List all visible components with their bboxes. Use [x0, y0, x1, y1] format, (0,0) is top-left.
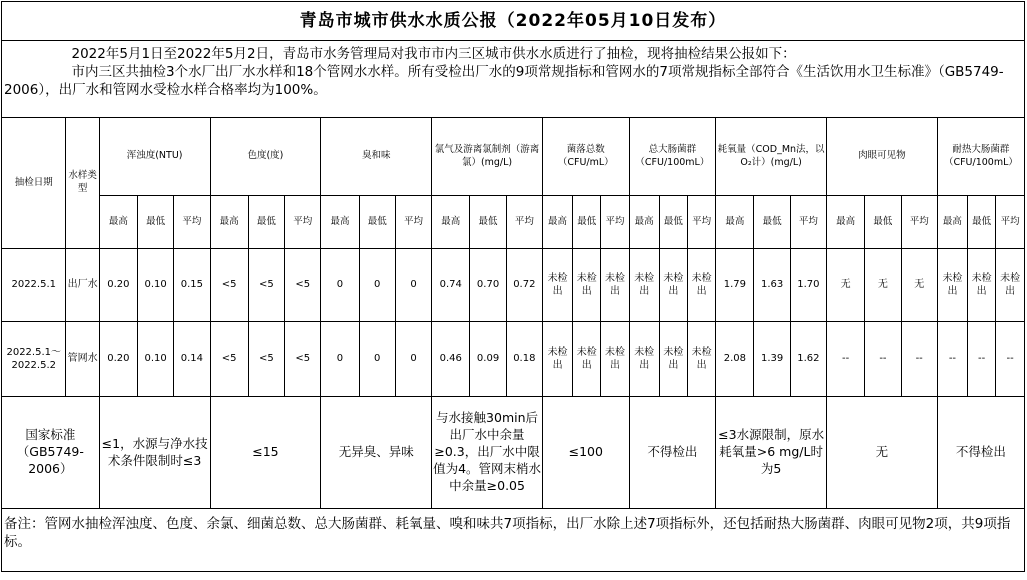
cell-coliform-avg: 未检出	[688, 322, 716, 397]
cell-visible-min: 无	[865, 249, 901, 322]
cell-bacteria-max: 未检出	[542, 322, 572, 397]
cell-odor-min: 0	[359, 249, 395, 322]
cell-turbidity-max: 0.20	[99, 322, 137, 397]
cell-cod-min: 1.39	[754, 322, 790, 397]
cell-bacteria-avg: 未检出	[601, 322, 629, 397]
cell-coliform-min: 未检出	[659, 322, 687, 397]
cell-thermo-min: --	[968, 322, 996, 397]
subheader-avg: 平均	[174, 196, 210, 249]
page-title: 青岛市城市供水水质公报（2022年05月10日发布）	[2, 2, 1025, 41]
intro-paragraph	[2, 41, 1025, 118]
cell-coliform-max: 未检出	[629, 249, 659, 322]
subheader-max: 最高	[210, 196, 248, 249]
cell-color-min: <5	[248, 249, 284, 322]
cell-bacteria-avg: 未检出	[601, 249, 629, 322]
subheader-min: 最低	[248, 196, 284, 249]
standard-chlorine: 与水接触30min后出厂水中余量≥0.3，出厂水中限值为4。管网末梢水中余量≥0.05	[432, 397, 543, 509]
cell-odor-min: 0	[359, 322, 395, 397]
subheader-min: 最低	[968, 196, 996, 249]
cell-bacteria-min: 未检出	[573, 322, 601, 397]
standard-cod: ≤3水源限制，原水耗氧量>6 mg/L时为5	[716, 397, 827, 509]
header-type: 水样类型	[66, 118, 99, 249]
cell-visible-avg: --	[901, 322, 937, 397]
subheader-row	[2, 196, 1025, 249]
cell-cod-max: 2.08	[716, 322, 754, 397]
cell-color-max: <5	[210, 249, 248, 322]
cell-thermo-avg: 未检出	[996, 249, 1025, 322]
row-date: 2022.5.1	[2, 249, 66, 322]
cell-bacteria-max: 未检出	[542, 249, 572, 322]
subheader-max: 最高	[432, 196, 470, 249]
cell-chlorine-min: 0.09	[470, 322, 506, 397]
subheader-min: 最低	[137, 196, 173, 249]
cell-visible-max: --	[827, 322, 865, 397]
standard-odor: 无异臭、异味	[321, 397, 432, 509]
header-visible: 肉眼可见物	[827, 118, 938, 196]
table-row	[2, 249, 1025, 322]
subheader-avg: 平均	[790, 196, 826, 249]
cell-coliform-min: 未检出	[659, 249, 687, 322]
cell-color-max: <5	[210, 322, 248, 397]
subheader-min: 最低	[470, 196, 506, 249]
cell-thermo-avg: --	[996, 322, 1025, 397]
cell-visible-avg: 无	[901, 249, 937, 322]
subheader-max: 最高	[937, 196, 967, 249]
table-row	[2, 322, 1025, 397]
subheader-min: 最低	[659, 196, 687, 249]
subheader-min: 最低	[754, 196, 790, 249]
subheader-avg: 平均	[395, 196, 431, 249]
header-turbidity: 浑浊度(NTU)	[99, 118, 210, 196]
standard-thermo: 不得检出	[937, 397, 1024, 509]
cell-thermo-max: 未检出	[937, 249, 967, 322]
cell-color-avg: <5	[285, 322, 321, 397]
footnote: 备注：管网水抽检浑浊度、色度、余氯、细菌总数、总大肠菌群、耗氧量、嗅和味共7项指标，出厂水除上述7项指标外，还包括耐热大肠菌群、肉眼可见物2项，共9项指标。	[2, 509, 1025, 572]
cell-coliform-max: 未检出	[629, 322, 659, 397]
cell-visible-max: 无	[827, 249, 865, 322]
cell-turbidity-min: 0.10	[137, 322, 173, 397]
standard-coliform: 不得检出	[629, 397, 716, 509]
subheader-avg: 平均	[688, 196, 716, 249]
header-thermo: 耐热大肠菌群（CFU/100mL）	[937, 118, 1024, 196]
header-chlorine: 氯气及游离氯制剂（游离氯）(mg/L)	[432, 118, 543, 196]
standard-color: ≤15	[210, 397, 321, 509]
subheader-max: 最高	[542, 196, 572, 249]
subheader-min: 最低	[573, 196, 601, 249]
cell-chlorine-max: 0.74	[432, 249, 470, 322]
intro-line-1: 2022年5月1日至2022年5月2日，青岛市水务管理局对我市市内三区城市供水水质进行了抽检，现将抽检结果公报如下：	[4, 46, 796, 62]
intro-line-2: 市内三区共抽检3个水厂出厂水水样和18个管网水水样。所有受检出厂水的9项常规指标和管网水的7项常规指标全部符合《生活饮用水卫生标准》（GB5749-2006），出厂水和管网水受检水样合格率均为100%。	[4, 64, 1004, 99]
cell-visible-min: --	[865, 322, 901, 397]
row-type: 管网水	[66, 322, 99, 397]
cell-odor-avg: 0	[395, 249, 431, 322]
subheader-avg: 平均	[996, 196, 1025, 249]
standard-row	[2, 397, 1025, 509]
row-date: 2022.5.1～2022.5.2	[2, 322, 66, 397]
standard-bacteria: ≤100	[542, 397, 629, 509]
subheader-min: 最低	[865, 196, 901, 249]
subheader-max: 最高	[827, 196, 865, 249]
standard-turbidity: ≤1，水源与净水技术条件限制时≤3	[99, 397, 210, 509]
cell-cod-min: 1.63	[754, 249, 790, 322]
subheader-max: 最高	[629, 196, 659, 249]
subheader-min: 最低	[359, 196, 395, 249]
cell-odor-max: 0	[321, 249, 359, 322]
cell-turbidity-min: 0.10	[137, 249, 173, 322]
subheader-avg: 平均	[506, 196, 542, 249]
header-cod: 耗氧量（COD_Mn法，以O₂计）(mg/L)	[716, 118, 827, 196]
cell-chlorine-max: 0.46	[432, 322, 470, 397]
cell-coliform-avg: 未检出	[688, 249, 716, 322]
subheader-max: 最高	[321, 196, 359, 249]
cell-chlorine-avg: 0.72	[506, 249, 542, 322]
standard-label: 国家标准（GB5749-2006）	[2, 397, 100, 509]
subheader-max: 最高	[99, 196, 137, 249]
subheader-avg: 平均	[901, 196, 937, 249]
cell-cod-max: 1.79	[716, 249, 754, 322]
cell-color-min: <5	[248, 322, 284, 397]
header-row	[2, 118, 1025, 196]
header-odor: 臭和味	[321, 118, 432, 196]
cell-turbidity-avg: 0.15	[174, 249, 210, 322]
subheader-max: 最高	[716, 196, 754, 249]
cell-bacteria-min: 未检出	[573, 249, 601, 322]
header-color: 色度(度)	[210, 118, 321, 196]
header-coliform: 总大肠菌群（CFU/100mL）	[629, 118, 716, 196]
bulletin-table	[1, 1, 1025, 572]
cell-thermo-min: 未检出	[968, 249, 996, 322]
header-date: 抽检日期	[2, 118, 66, 249]
standard-visible: 无	[827, 397, 938, 509]
cell-cod-avg: 1.62	[790, 322, 826, 397]
row-type: 出厂水	[66, 249, 99, 322]
subheader-avg: 平均	[601, 196, 629, 249]
cell-odor-max: 0	[321, 322, 359, 397]
cell-odor-avg: 0	[395, 322, 431, 397]
cell-turbidity-max: 0.20	[99, 249, 137, 322]
cell-turbidity-avg: 0.14	[174, 322, 210, 397]
header-bacteria: 菌落总数（CFU/mL）	[542, 118, 629, 196]
cell-cod-avg: 1.70	[790, 249, 826, 322]
cell-chlorine-min: 0.70	[470, 249, 506, 322]
cell-color-avg: <5	[285, 249, 321, 322]
cell-thermo-max: --	[937, 322, 967, 397]
cell-chlorine-avg: 0.18	[506, 322, 542, 397]
subheader-avg: 平均	[285, 196, 321, 249]
